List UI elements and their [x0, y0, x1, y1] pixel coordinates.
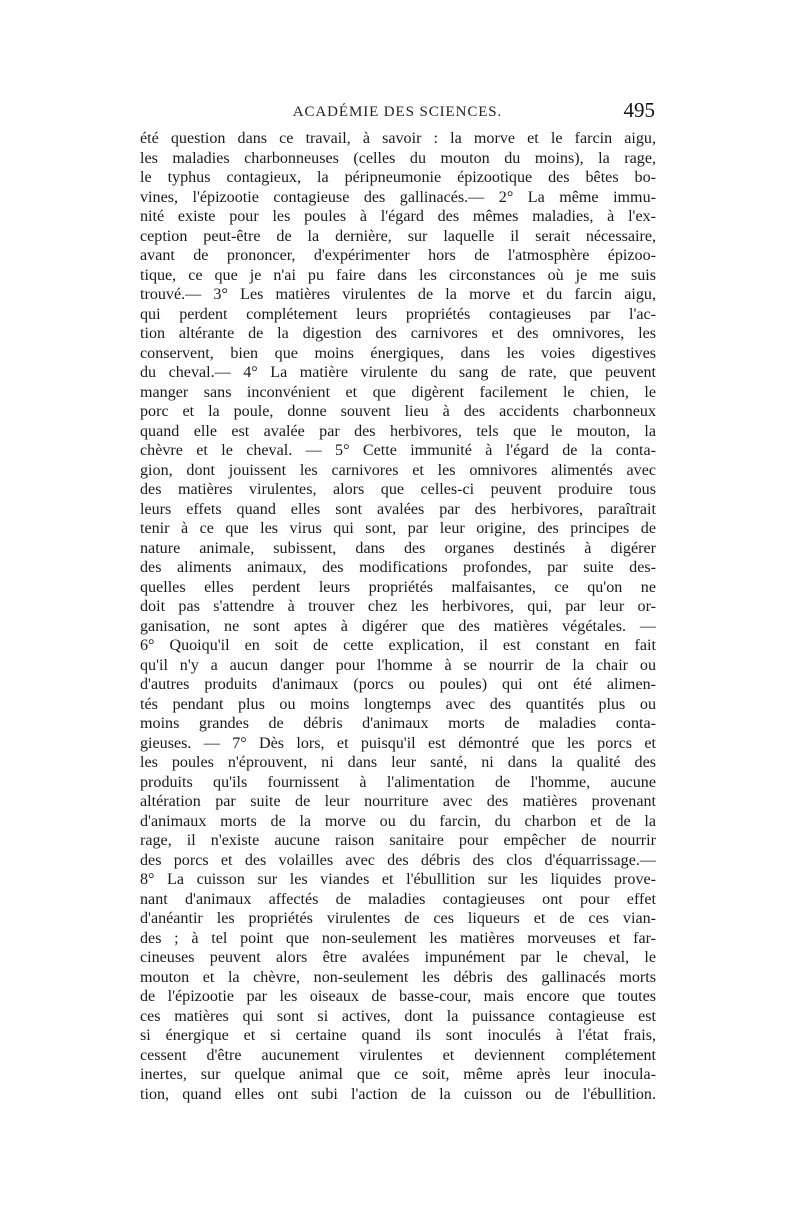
- text-line: quand elle est avalée par des herbivores, tels que le mouton, la: [140, 422, 656, 440]
- text-line: tion altérante de la digestion des carnivores et des omnivores, les: [140, 325, 656, 342]
- text-line: porc et la poule, donne souvent lieu à des accidents charbonneux: [140, 403, 656, 420]
- text-line: produits qu'ils fournissent à l'alimentation de l'homme, aucune: [140, 773, 656, 791]
- text-line: vines, l'épizootie contagieuse des gallinacés.— 2° La même immu-: [140, 188, 656, 206]
- text-line: chèvre et le cheval. — 5° Cette immunité à l'égard de la conta-: [140, 442, 656, 459]
- text-line: le typhus contagieux, la péripneumonie épizootique des bêtes bo-: [140, 169, 656, 186]
- text-line: inertes, sur quelque animal que ce soit, même après leur inocula-: [140, 1066, 656, 1083]
- running-head: [140, 98, 655, 124]
- text-line: tion, quand elles ont subi l'action de la cuisson ou de l'ébullition.: [140, 1085, 656, 1103]
- text-line: manger sans inconvénient et que digèrent facilement le chien, le: [140, 383, 656, 401]
- text-line: 8° La cuisson sur les viandes et l'ébullition sur les liquides prove-: [140, 871, 656, 888]
- text-line: avant de prononcer, d'expérimenter hors de l'atmosphère épizoo-: [140, 247, 656, 264]
- text-line: moins grandes de débris d'animaux morts de maladies conta-: [140, 715, 656, 732]
- text-line: tenir à ce que les virus qui sont, par leur origine, des principes de: [140, 520, 656, 537]
- body-text: [140, 129, 656, 1104]
- text-line: nant d'animaux affectés de maladies contagieuses ont pour effet: [140, 890, 656, 908]
- text-line: ces matières qui sont si actives, dont la puissance contagieuse est: [140, 1007, 656, 1025]
- text-line: de l'épizootie par les oiseaux de basse-cour, mais encore que toutes: [140, 988, 656, 1005]
- text-line: les poules n'éprouvent, ni dans leur santé, ni dans la qualité des: [140, 754, 656, 771]
- text-line: des matières virulentes, alors que celles-ci peuvent produire tous: [140, 481, 656, 498]
- running-title: ACADÉMIE DES SCIENCES.: [292, 104, 503, 120]
- text-line: les maladies charbonneuses (celles du mouton du moins), la rage,: [140, 149, 656, 167]
- text-line: altération par suite de leur nourriture avec des matières provenant: [140, 793, 656, 810]
- text-line: nature animale, subissent, dans des organes destinés à digérer: [140, 539, 656, 557]
- text-line: si énergique et si certaine quand ils sont inoculés à l'état frais,: [140, 1027, 656, 1044]
- text-line: quelles elles perdent leurs propriétés malfaisantes, ce qu'on ne: [140, 578, 656, 596]
- text-line: trouvé.— 3° Les matières virulentes de la morve et du farcin aigu,: [140, 286, 656, 303]
- text-line: d'autres produits d'animaux (porcs ou poules) qui ont été alimen-: [140, 676, 656, 693]
- text-line: tés pendant plus ou moins longtemps avec des quantités plus ou: [140, 695, 656, 713]
- text-line: cineuses peuvent alors être avalées impunément par le cheval, le: [140, 949, 656, 966]
- text-line: doit pas s'attendre à trouver chez les herbivores, qui, par leur or-: [140, 598, 656, 615]
- text-line: qu'il n'y a aucun danger pour l'homme à se nourrir de la chair ou: [140, 656, 656, 674]
- text-line: conservent, bien que moins énergiques, dans les voies digestives: [140, 344, 656, 362]
- text-line: gion, dont jouissent les carnivores et les omnivores alimentés avec: [140, 461, 656, 479]
- text-line: gieuses. — 7° Dès lors, et puisqu'il est démontré que les porcs et: [140, 734, 656, 752]
- text-line: ganisation, ne sont aptes à digérer que des matières végétales. —: [140, 617, 656, 635]
- text-line: du cheval.— 4° La matière virulente du sang de rate, que peuvent: [140, 364, 656, 381]
- text-line: rage, il n'existe aucune raison sanitaire pour empêcher de nourrir: [140, 832, 656, 849]
- text-line: d'animaux morts de la morve ou du farcin, du charbon et de la: [140, 812, 656, 830]
- text-line: été question dans ce travail, à savoir : la morve et le farcin aigu,: [140, 130, 656, 147]
- text-line: mouton et la chèvre, non-seulement les débris des gallinacés morts: [140, 968, 656, 986]
- text-line: cessent d'être aucunement virulentes et deviennent complétement: [140, 1046, 656, 1064]
- page-number: 495: [623, 98, 655, 122]
- text-line: 6° Quoiqu'il en soit de cette explication, il est constant en fait: [140, 637, 656, 654]
- text-line: tique, ce que je n'ai pu faire dans les circonstances où je me suis: [140, 266, 656, 284]
- text-line: qui perdent complétement leurs propriétés contagieuses par l'ac-: [140, 305, 656, 323]
- text-line: des ; à tel point que non-seulement les matières morveuses et far-: [140, 929, 656, 947]
- text-line: des porcs et des volailles avec des débris des clos d'équarrissage.—: [140, 851, 656, 869]
- text-line: nité existe pour les poules à l'égard des mêmes maladies, à l'ex-: [140, 208, 656, 225]
- text-line: d'anéantir les propriétés virulentes de ces liqueurs et de ces vian-: [140, 910, 656, 927]
- text-line: des aliments animaux, des modifications profondes, par suite des-: [140, 559, 656, 576]
- text-line: leurs effets quand elles sont avalées par des herbivores, paraîtrait: [140, 500, 656, 518]
- text-line: ception peut-être de la dernière, sur laquelle il serait nécessaire,: [140, 227, 656, 245]
